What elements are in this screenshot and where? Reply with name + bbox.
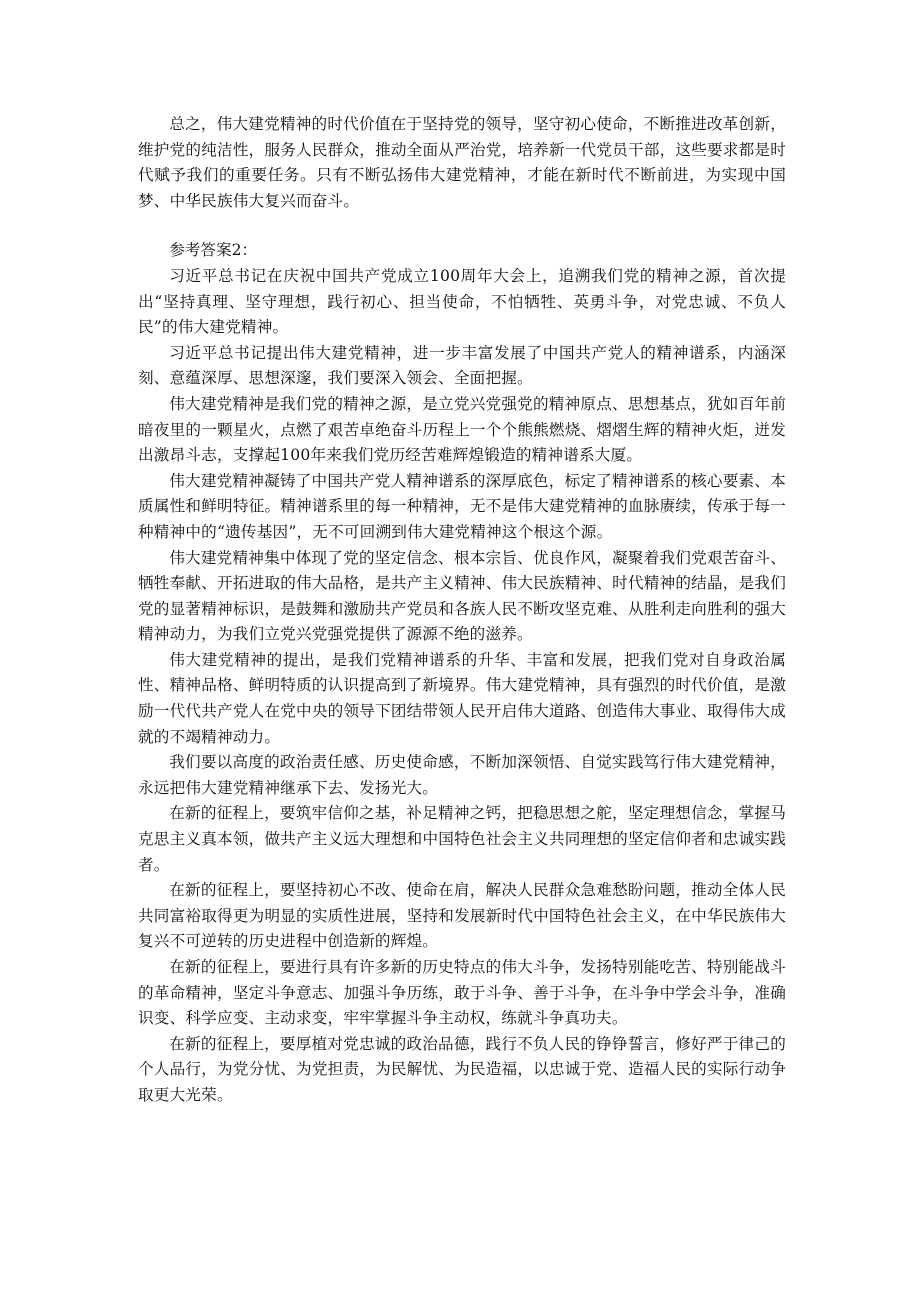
paragraph-4: 伟大建党精神凝铸了中国共产党人精神谱系的深厚底色，标定了精神谱系的核心要素、本质属性和鲜明特征。精神谱系里的每一种精神，无不是伟大建党精神的血脉赓续，传承于每一种精神中的“遗传基因”，无不可回溯到伟大建党精神这个根这个源。 [138, 471, 786, 541]
paragraph-11: 在新的征程上，要厚植对党忠诚的政治品德，践行不负人民的铮铮誓言，修好严于律己的个人品行，为党分忧、为党担责，为民解忧、为民造福，以忠诚于党、造福人民的实际行动争取更大光荣。 [138, 1034, 786, 1104]
paragraph-conclusion: 总之，伟大建党精神的时代价值在于坚持党的领导，坚守初心使命，不断推进改革创新，维护党的纯洁性，服务人民群众，推动全面从严治党，培养新一代党员干部，这些要求都是时代赋予我们的重要任务。只有不断弘扬伟大建党精神，才能在新时代不断前进，为实现中国梦、中华民族伟大复兴而奋斗。 [138, 115, 786, 210]
paragraph-10: 在新的征程上，要进行具有许多新的历史特点的伟大斗争，发扬特别能吃苦、特别能战斗的革命精神，坚定斗争意志、加强斗争历练，敢于斗争、善于斗争，在斗争中学会斗争，准确识变、科学应变、主动求变，牢牢掌握斗争主动权，练就斗争真功夫。 [138, 958, 786, 1028]
paragraph-6: 伟大建党精神的提出，是我们党精神谱系的升华、丰富和发展，把我们党对自身政治属性、精神品格、鲜明特质的认识提高到了新境界。伟大建党精神，具有强烈的时代价值，是激励一代代共产党人在党中央的领导下团结带领人民开启伟大道路、创造伟大事业、取得伟大成就的不竭精神动力。 [138, 650, 786, 746]
paragraph-5: 伟大建党精神集中体现了党的坚定信念、根本宗旨、优良作风，凝聚着我们党艰苦奋斗、牺牲奉献、开拓进取的伟大品格，是共产主义精神、伟大民族精神、时代精神的结晶，是我们党的显著精神标识，是鼓舞和激励共产党员和各族人民不断攻坚克难、从胜利走向胜利的强大精神动力，为我们立党兴党强党提供了源源不绝的滋养。 [138, 548, 786, 644]
paragraph-3: 伟大建党精神是我们党的精神之源，是立党兴党强党的精神原点、思想基点，犹如百年前暗夜里的一颗星火，点燃了艰苦卓绝奋斗历程上一个个熊熊燃烧、熠熠生辉的精神火炬，迸发出激昂斗志，支撑起100年来我们党历经苦难辉煌锻造的精神谱系大厦。 [138, 394, 786, 465]
paragraph-8: 在新的征程上，要筑牢信仰之基，补足精神之钙，把稳思想之舵，坚定理想信念，掌握马克思主义真本领，做共产主义远大理想和中国特色社会主义共同理想的坚定信仰者和忠诚实践者。 [138, 804, 786, 874]
paragraph-9: 在新的征程上，要坚持初心不改、使命在肩，解决人民群众急难愁盼问题，推动全体人民共同富裕取得更为明显的实质性进展，坚持和发展新时代中国特色社会主义，在中华民族伟大复兴不可逆转的历史进程中创造新的辉煌。 [138, 881, 786, 951]
paragraph-1: 习近平总书记在庆祝中国共产党成立100周年大会上，追溯我们党的精神之源，首次提出“坚持真理、坚守理想，践行初心、担当使命，不怕牺牲、英勇斗争，对党忠诚、不负人民”的伟大建党精神。 [138, 266, 786, 337]
document-page [138, 112, 786, 1109]
paragraph-7: 我们要以高度的政治责任感、历史使命感，不断加深领悟、自觉实践笃行伟大建党精神，永远把伟大建党精神继承下去、发扬光大。 [138, 753, 786, 797]
section-heading: 参考答案2： [169, 241, 258, 260]
paragraph-gap [138, 214, 786, 238]
paragraph-2: 习近平总书记提出伟大建党精神，进一步丰富发展了中国共产党人的精神谱系，内涵深刻、意蕴深厚、思想深邃，我们要深入领会、全面把握。 [138, 343, 786, 388]
